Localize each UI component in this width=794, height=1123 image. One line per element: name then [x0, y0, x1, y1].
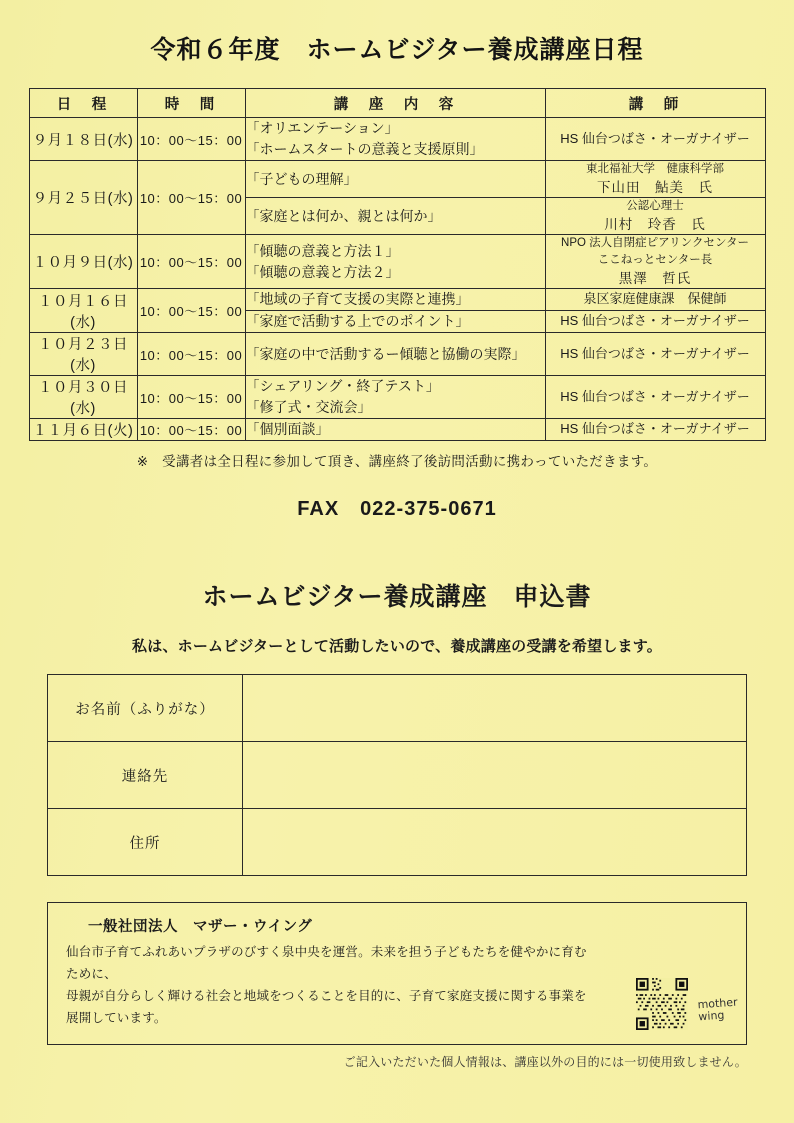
cell-lecturer [545, 161, 765, 198]
lecturer-name: HS 仙台つばさ・オーガナイザー [560, 388, 750, 404]
schedule-note: ※ 受講者は全日程に参加して頂き、講座終了後訪問活動に携わっていただきます。 [136, 454, 658, 470]
schedule-body [29, 118, 765, 441]
lecturer-name: HS 仙台つばさ・オーガナイザー [560, 313, 750, 329]
cell-content [245, 376, 545, 419]
form-field-label: お名前（ふりがな） [48, 675, 243, 742]
application-form-table [47, 674, 747, 876]
cell-lecturer [545, 333, 765, 376]
content-line: 「修了式・交流会」 [245, 399, 372, 416]
lecturer-affiliation: 東北福祉大学 健康科学部 [586, 163, 724, 175]
content-line: 「個別面談」 [245, 421, 330, 438]
table-row [29, 289, 765, 311]
cell-lecturer [545, 235, 765, 289]
organization-description-line1: 仙台市子育てふれあいプラザのびすく泉中央を運営。未来を担う子どもたちを健やかに育むために、 [66, 945, 587, 982]
cell-content [245, 311, 545, 333]
content-line: 「オリエンテーション」 [245, 120, 399, 136]
cell-lecturer [545, 198, 765, 235]
content-line: 「家庭の中で活動するー傾聴と協働の実際」 [245, 345, 526, 362]
lecturer-name: 下山田 鮎美 氏 [597, 179, 713, 195]
table-header-row [29, 89, 765, 118]
lecturer-name: 川村 玲香 氏 [604, 216, 706, 232]
form-row [48, 809, 747, 876]
organization-description-line2: 母親が自分らしく輝ける社会と地域をつくることを目的に、子育て家庭支援に関する事業を展開しています。 [66, 989, 587, 1025]
qr-code-icon [636, 978, 688, 1030]
fax-number: FAX 022-375-0671 [297, 498, 497, 521]
form-row [48, 742, 747, 809]
form-field-input[interactable] [243, 742, 747, 809]
lecturer-name: 泉区家庭健康課 保健師 [583, 291, 727, 307]
content-line: 「傾聴の意義と方法１」 [245, 242, 400, 259]
form-row [48, 675, 747, 742]
cell-time: 10：00～15：00 [137, 376, 245, 419]
privacy-notice: ご記入いただいた個人情報は、講座以外の目的には一切使用致しません。 [343, 1054, 747, 1069]
cell-date: １０月１６日(水) [29, 289, 137, 333]
form-field-label: 連絡先 [48, 742, 243, 809]
cell-date: １０月３０日(水) [29, 376, 137, 419]
content-line: 「家庭で活動する上でのポイント」 [245, 313, 470, 330]
cell-lecturer [545, 289, 765, 311]
content-line: 「地域の子育て支援の実際と連携」 [245, 291, 470, 308]
logo-line-2: wing [697, 1008, 725, 1024]
cell-date: １０月２３日(水) [29, 333, 137, 376]
form-field-input[interactable] [243, 809, 747, 876]
page-title: 令和６年度 ホームビジター養成講座日程 [150, 36, 644, 64]
table-row [29, 235, 765, 289]
cell-time: 10：00～15：00 [137, 235, 245, 289]
cell-content [245, 333, 545, 376]
mother-wing-logo [697, 996, 739, 1023]
lecturer-affiliation: ここねっとセンター長 [597, 254, 713, 267]
cell-time: 10：00～15：00 [137, 118, 245, 161]
cell-lecturer [545, 118, 765, 161]
schedule-table [29, 88, 766, 441]
cell-content [245, 235, 545, 289]
lecturer-name: HS 仙台つばさ・オーガナイザー [560, 345, 750, 361]
cell-time: 10：00～15：00 [137, 419, 245, 441]
application-form-body [48, 675, 747, 876]
table-row [29, 161, 765, 198]
table-row [29, 333, 765, 376]
header-time: 時 間 [137, 89, 245, 118]
cell-date: １１月６日(火) [29, 419, 137, 441]
content-line: 「ホームスタートの意義と支援原則」 [245, 141, 484, 157]
cell-date: ９月１８日(水) [29, 118, 137, 161]
cell-lecturer [545, 311, 765, 333]
cell-date: ９月２５日(水) [29, 161, 137, 235]
organization-footer [47, 902, 747, 1045]
cell-time: 10：00～15：00 [137, 161, 245, 235]
application-form-lead: 私は、ホームビジターとして活動したいので、養成講座の受講を希望します。 [132, 638, 662, 656]
header-date: 日 程 [29, 89, 137, 118]
organization-name: 一般社団法人 マザー・ウイング [88, 919, 313, 936]
content-line: 「家庭とは何か、親とは何か」 [245, 207, 442, 224]
form-field-input[interactable] [243, 675, 747, 742]
cell-content [245, 419, 545, 441]
cell-time: 10：00～15：00 [137, 333, 245, 376]
content-line: 「シェアリング・終了テスト」 [245, 378, 440, 395]
lecturer-name: HS 仙台つばさ・オーガナイザー [560, 421, 750, 437]
content-line: 「傾聴の意義と方法２」 [245, 263, 400, 280]
cell-content [245, 161, 545, 198]
table-row [29, 376, 765, 419]
lecturer-affiliation: 公認心理士 [626, 200, 684, 213]
lecturer-name: HS 仙台つばさ・オーガナイザー [560, 130, 750, 146]
form-field-label: 住所 [48, 809, 243, 876]
logo-line-1: mother [697, 995, 738, 1012]
table-row [29, 118, 765, 161]
cell-content [245, 289, 545, 311]
cell-date: １０月９日(水) [29, 235, 137, 289]
cell-lecturer [545, 376, 765, 419]
application-form-title: ホームビジター養成講座 申込書 [202, 583, 592, 612]
header-content: 講 座 内 容 [245, 89, 545, 118]
table-row [29, 419, 765, 441]
cell-time: 10：00～15：00 [137, 289, 245, 333]
content-line: 「子どもの理解」 [245, 170, 358, 187]
lecturer-affiliation: NPO 法人自閉症ピアリンクセンター [561, 237, 749, 250]
cell-lecturer [545, 419, 765, 441]
cell-content [245, 118, 545, 161]
header-lecturer: 講 師 [545, 89, 765, 118]
cell-content [245, 198, 545, 235]
lecturer-name: 黒澤 哲氏 [618, 270, 692, 286]
